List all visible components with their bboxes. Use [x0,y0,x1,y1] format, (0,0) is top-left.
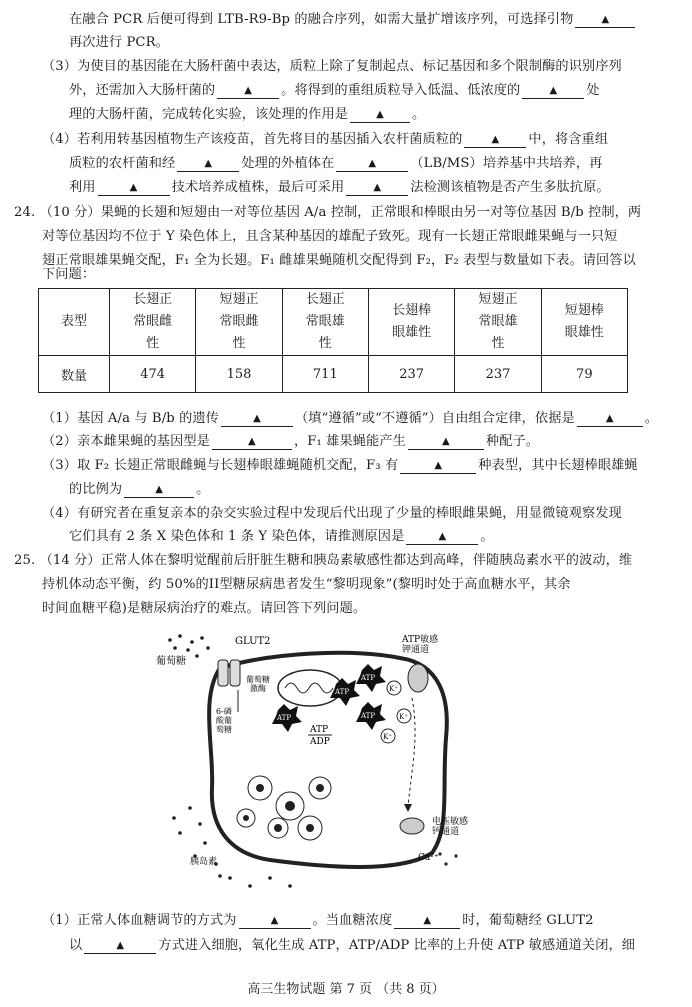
voltage-ca-channel [400,818,424,834]
problem-25-line: 持机体动态平衡，约 50%的II型糖尿病患者发生“黎明现象”(黎明时处于高血糖水平，其余 [42,577,571,592]
glucose-label: 葡萄糖 [156,656,186,667]
svg-text:ATP: ATP [277,714,292,722]
g6p-label: 6-磷酸葡萄糖 [216,707,232,734]
sub-question-4: （4）有研究者在重复亲本的杂交实验过程中发现后代出现了少量的棒眼雌果蝇，用显微镜观察发现 [42,506,622,521]
phenotype-table [38,288,628,393]
table-cell: 474 [110,356,196,393]
question-4-line: 利用 ▲ 技术培养成植株，最后可采用 ▲ 法检测该植物是否产生多肽抗原。 [69,180,610,195]
mitochondrion [278,670,342,706]
table-header: 长翅棒眼雄性 [368,289,454,356]
atp-label: ATP [310,725,329,735]
sub-question-3: 的比例为 ▲ 。 [69,482,210,497]
glut2-label: GLUT2 [235,636,271,647]
table-header: 短翅正常眼雌性 [196,289,282,356]
sub-question-1: （1）基因 A/a 与 B/b 的遗传 ▲ （填“遵循”或“不遵循”）自由组合定律，依据是 ▲ 。 [42,411,659,426]
answer-blank[interactable]: ▲ [464,134,526,148]
adp-label: ADP [310,737,330,747]
problem-25-q1: （1）正常人体血糖调节的方式为 ▲ 。当血糖浓度 ▲ 时，葡萄糖经 GLUT2 [42,913,594,928]
answer-blank[interactable]: ▲ [408,436,484,450]
table-cell: 711 [282,356,368,393]
text-line: 再次进行 PCR。 [69,35,169,50]
insulin-label: 胰岛素 [190,857,218,867]
question-3-line: （3）为使目的基因能在大肠杆菌中表达，质粒上除了复制起点、标记基因和多个限制酶的识别序列 [42,59,622,74]
sub-question-4: 它们具有 2 条 X 染色体和 1 条 Y 染色体，请推测原因是 ▲ 。 [69,529,494,544]
svg-text:ATP: ATP [361,712,376,720]
problem-25-line: 25. （14 分）正常人体在黎明觉醒前后肝脏生糖和胰岛素敏感性都达到高峰，伴随胰岛素水平的波动，维 [14,553,633,568]
problem-24-line: 对等位基因均不位于 Y 染色体上，且含某种基因的雄配子致死。现有一长翅正常眼雌果蝇与一只短 [42,229,618,244]
answer-blank[interactable]: ▲ [336,158,408,172]
atp-sensitive-k-channel [408,664,428,692]
answer-blank[interactable]: ▲ [346,182,408,196]
svg-text:ATP: ATP [361,674,376,682]
svg-text:K⁺: K⁺ [383,733,392,741]
problem-24-line: 24. （10 分）果蝇的长翅和短翅由一对等位基因 A/a 控制，正常眼和棒眼由另一对等位基因 B/b 控制，两 [14,205,642,220]
calcium-label: Ca²⁺ [418,853,439,863]
glucokinase-label: 葡萄糖激酶 [246,675,270,693]
question-4-line: 质粒的农杆菌和经 ▲ 处理的外植体在 ▲ （LB/MS）培养基中共培养，再 [69,156,603,171]
answer-blank[interactable]: ▲ [124,484,194,498]
problem-25-q1: 以 ▲ 方式进入细胞，氧化生成 ATP，ATP/ADP 比率的上升使 ATP 敏感通道关闭，细 [69,938,636,953]
table-cell: 237 [368,356,454,393]
table-row-label: 数量 [39,356,110,393]
answer-blank[interactable]: ▲ [239,915,311,929]
answer-blank[interactable]: ▲ [217,85,279,99]
sub-question-3: （3）取 F₂ 长翅正常眼雌蝇与长翅棒眼雄蝇随机交配，F₃ 有 ▲ 种表型，其中长翅棒眼雄蝇 [42,458,638,473]
potassium-ions [381,681,411,743]
glut2-transporter [218,660,228,686]
question-3-line: 理的大肠杆菌，完成转化实验，该处理的作用是 ▲ 。 [69,107,426,122]
question-3-line: 外，还需加入大肠杆菌的 ▲ 。将得到的重组质粒导入低温、低浓度的 ▲ 处 [69,83,600,98]
problem-25-line: 时间血糖平稳)是糖尿病治疗的难点。请回答下列问题。 [42,601,367,616]
table-header: 长翅正常眼雄性 [282,289,368,356]
answer-blank[interactable]: ▲ [522,85,584,99]
answer-blank[interactable]: ▲ [575,14,635,28]
table-header: 表型 [39,289,110,356]
answer-blank[interactable]: ▲ [221,413,293,427]
answer-blank[interactable]: ▲ [177,158,239,172]
table-header: 长翅正常眼雌性 [110,289,196,356]
question-4-line: （4）若利用转基因植物生产该疫苗，首先将目的基因插入农杆菌质粒的 ▲ 中，将含重组 [42,132,609,147]
atp-channel-label: ATP敏感钾通道 [402,635,439,655]
svg-text:ATP: ATP [335,688,350,696]
answer-blank[interactable]: ▲ [212,436,292,450]
pancreatic-beta-cell-diagram [150,628,510,898]
answer-blank[interactable]: ▲ [577,413,643,427]
glucose-dots [168,634,210,658]
table-cell: 237 [455,356,541,393]
problem-24-line: 翅正常眼雄果蝇交配，F₁ 全为长翅。F₁ 雌雄果蝇随机交配得到 F₂，F₂ 表型与数量如下表。请回答以 [42,253,636,268]
answer-blank[interactable]: ▲ [84,940,156,954]
problem-24-line: 下问题： [42,267,96,282]
table-header: 短翅棒眼雄性 [541,289,627,356]
answer-blank[interactable]: ▲ [350,109,410,123]
table-header: 短翅正常眼雄性 [455,289,541,356]
sub-question-2: （2）亲本雌果蝇的基因型是 ▲ ，F₁ 雄果蝇能产生 ▲ 种配子。 [42,434,540,449]
svg-text:K⁺: K⁺ [389,685,398,693]
table-cell: 79 [541,356,627,393]
table-cell: 158 [196,356,282,393]
answer-blank[interactable]: ▲ [98,182,170,196]
svg-text:K⁺: K⁺ [399,713,408,721]
answer-blank[interactable]: ▲ [394,915,460,929]
text-line: 在融合 PCR 后便可得到 LTB-R9-Bp 的融合序列，如需大量扩增该序列，可选择引物 ▲ [69,12,637,28]
answer-blank[interactable]: ▲ [406,531,478,545]
answer-blank[interactable]: ▲ [400,460,476,474]
page-footer: 高三生物试题 第 7 页 （共 8 页） [247,982,445,997]
voltage-channel-label: 电压敏感钙通道 [432,817,469,837]
